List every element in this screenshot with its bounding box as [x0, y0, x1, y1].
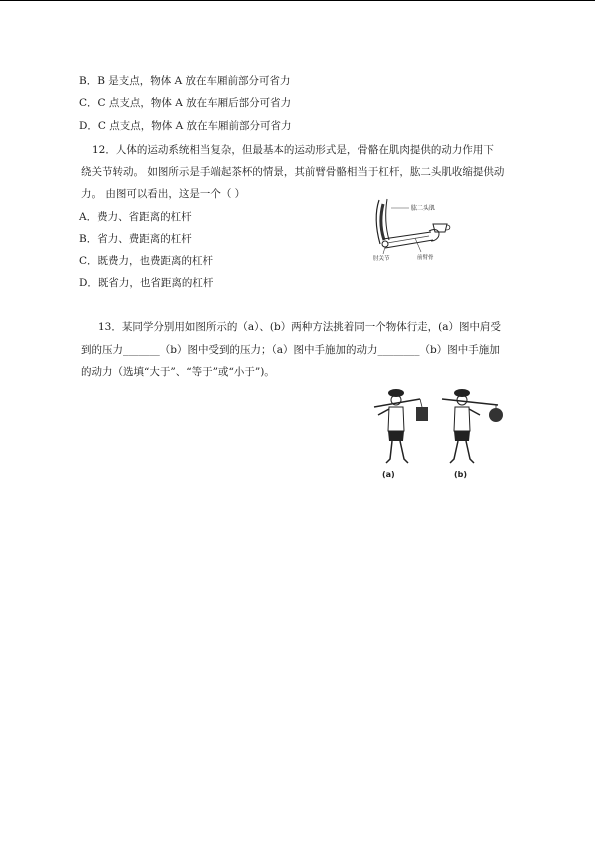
pole-b [442, 399, 498, 405]
arm-a [378, 409, 389, 415]
bundle-b [489, 408, 503, 422]
q12-option-c: C．既费力，也费距离的杠杆 [79, 255, 214, 267]
q13-stem-line-3: 的动力（选填“大于”、“等于”或“小于”)。 [81, 366, 275, 378]
q13-stem-line-1: 13．某同学分别用如图所示的（a）、(b）两种方法挑着同一个物体行走，(a）图中肩受 [98, 321, 502, 333]
figure-label-a: (a) [382, 470, 395, 479]
leg-right-a [400, 441, 408, 463]
leg-left-a [386, 441, 392, 463]
rope-a [420, 399, 422, 407]
biceps-muscle [381, 204, 384, 240]
q12-stem-line-1: 12．人体的运动系统相当复杂，但最基本的运动形式是，骨骼在肌肉提供的动力作用下 [92, 144, 494, 156]
q12-stem-line-3: 力。 由图可以看出，这是一个（ ） [81, 188, 246, 200]
q11-option-b: B．B 是支点，物体 A 放在车厢前部分可省力 [79, 75, 291, 87]
arm-b [469, 409, 480, 415]
torso-a [388, 407, 404, 431]
arm-teacup-figure [365, 194, 460, 264]
carrying-figure-a [372, 385, 432, 480]
hand [429, 230, 439, 241]
forearm-bottom [385, 240, 433, 248]
shorts-a [388, 431, 404, 441]
pole-a [374, 399, 420, 407]
hat-a [388, 389, 404, 397]
page-top-border [0, 0, 595, 1]
figure-label-b: (b) [454, 470, 468, 479]
forearm-label: 前臂骨 [417, 255, 434, 261]
hat-b [454, 389, 470, 397]
leg-right-b [466, 441, 474, 463]
bundle-a [416, 407, 428, 421]
q12-option-a: A．费力、省距离的杠杆 [79, 211, 192, 223]
teacup-icon [433, 224, 447, 232]
q13-stem-line-2: 到的压力_______（b）图中受到的压力；（a）图中手施加的动力________（b）图中手施加 [81, 344, 500, 356]
forearm-pointer [415, 238, 421, 252]
carrying-figure-b [440, 385, 510, 480]
q12-option-b: B．省力、费距离的杠杆 [79, 233, 192, 245]
q11-option-d: D．C 点支点，物体 A 放在车厢前部分可省力 [79, 120, 292, 132]
elbow-pointer [383, 247, 385, 254]
q12-option-d: D．既省力，也省距离的杠杆 [79, 277, 214, 289]
elbow-label: 肘关节 [373, 256, 390, 262]
biceps-label: 肱二头肌 [411, 205, 436, 212]
elbow-joint [382, 241, 388, 247]
torso-b [454, 407, 470, 431]
leg-left-b [450, 441, 458, 463]
q11-option-c: C．C 点支点，物体 A 放在车厢后部分可省力 [79, 97, 292, 109]
shorts-b [454, 431, 470, 441]
humerus-bone [386, 199, 389, 240]
q12-stem-line-2: 绕关节转动。 如图所示是手端起茶杯的情景，其前臂骨骼相当于杠杆，肱二头肌收缩提供动 [81, 166, 505, 178]
forearm-top [383, 232, 431, 239]
